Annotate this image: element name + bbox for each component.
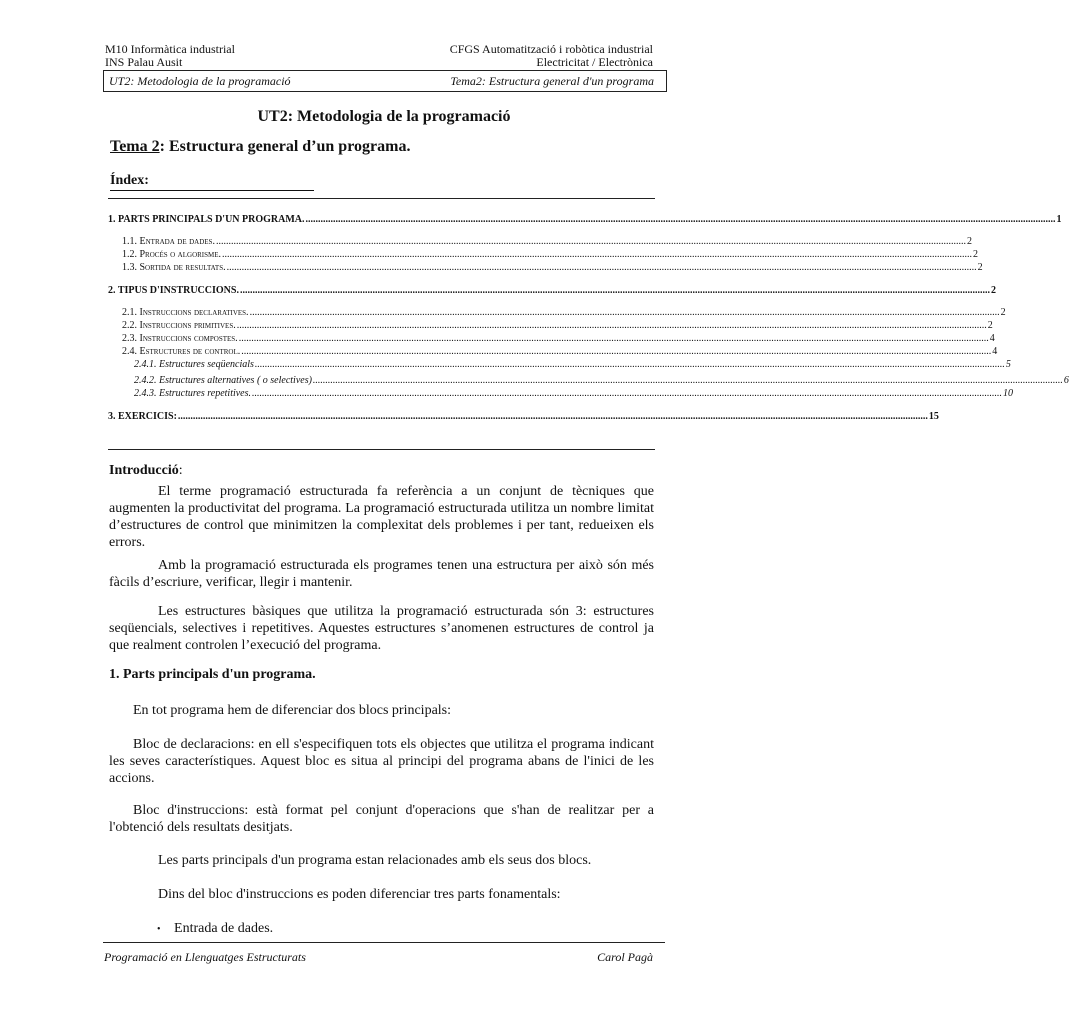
section-1-paragraph-1: En tot programa hem de diferenciar dos blocs principals: [133, 703, 452, 718]
toc-dot-leader: ............................................................................................................................................................................................................................................................................................................ [177, 411, 928, 422]
toc-entry-label: 1.3. Sortida de resultats. [122, 262, 226, 273]
topic-title [110, 138, 410, 156]
toc-entry[interactable] [122, 346, 998, 357]
header-specialty: Electricitat / Electrònica [536, 55, 653, 69]
list-item [157, 920, 273, 938]
toc-entry-page: 2 [966, 236, 972, 247]
toc-entry-label: 2.3. Instruccions compostes. [122, 333, 238, 344]
intro-paragraph-3: Les estructures bàsiques que utilitza la programació estructurada són 3: estructures seqüencials, selectives i repetitives. Aquestes estructures s’anomenen estructures de control ja que realment controlen l’execució del programa. [109, 604, 654, 653]
toc-entry-page: 5 [1005, 359, 1011, 370]
toc-entry-page: 2 [1000, 307, 1006, 318]
toc-entry[interactable] [122, 236, 972, 247]
index-label-text: Índex: [110, 173, 149, 188]
intro-heading [109, 463, 183, 479]
toc-entry-page: 4 [989, 333, 995, 344]
topic-rest: : Estructura general d’un programa. [159, 138, 411, 155]
toc-entry[interactable] [122, 307, 1006, 318]
intro-paragraph-1: El terme programació estructurada fa referència a un conjunt de tècniques que augmenten la productivitat del programa. La programació estructurada utilitza un nombre limitat d’estructures de control que minimitzen la complexitat dels problemes i per tant, redueixen els errors. [109, 484, 654, 550]
toc-entry-page: 6 [1063, 375, 1069, 386]
footer-author: Carol Pagà [597, 950, 653, 964]
toc-entry[interactable] [108, 214, 1062, 225]
toc-dot-leader: ............................................................................................................................................................................................................................................................................................................ [312, 375, 1063, 386]
toc-dot-leader: ............................................................................................................................................................................................................................................................................................................ [215, 236, 966, 247]
toc-entry-label: 2.4.3. Estructures repetitives. [134, 388, 252, 399]
section-1-paragraph-4: Les parts principals d'un programa estan relacionades amb els seus dos blocs. [158, 853, 592, 868]
header-program: CFGS Automatització i robòtica industrial [449, 42, 653, 56]
toc-dot-leader: ............................................................................................................................................................................................................................................................................................................ [241, 346, 992, 357]
toc-entry[interactable] [134, 375, 1069, 386]
bullet-icon: • [157, 924, 161, 935]
section-1-heading: 1. Parts principals d'un programa. [109, 667, 316, 682]
toc-dot-leader: ............................................................................................................................................................................................................................................................................................................ [252, 388, 1003, 399]
toc-entry-label: 2.2. Instruccions primitives. [122, 320, 236, 331]
intro-heading-colon: : [178, 463, 183, 478]
toc-entry[interactable] [122, 333, 995, 344]
toc-dot-leader: ............................................................................................................................................................................................................................................................................................................ [305, 214, 1056, 225]
toc-dot-leader: ............................................................................................................................................................................................................................................................................................................ [236, 320, 987, 331]
intro-heading-text: Introducció [109, 463, 179, 478]
toc-entry-label: 1.1. Entrada de dades. [122, 236, 215, 247]
header-school: INS Palau Ausit [105, 55, 183, 69]
toc-entry-label: 2.4. Estructures de control. [122, 346, 241, 357]
toc-entry-label: 2.4.1. Estructures seqüencials [134, 359, 254, 370]
toc-entry-page: 2 [973, 249, 979, 260]
footer-course: Programació en Llenguatges Estructurats [104, 950, 306, 964]
header-course: M10 Informàtica industrial [105, 42, 235, 56]
footer-rule [103, 942, 665, 943]
toc-entry[interactable] [134, 359, 1011, 370]
toc-entry[interactable] [108, 285, 996, 296]
header-unit: UT2: Metodologia de la programació [109, 74, 291, 88]
toc-entry-label: 3. EXERCICIS: [108, 411, 177, 422]
section-1-paragraph-5: Dins del bloc d'instruccions es poden diferenciar tres parts fonamentals: [158, 887, 561, 902]
section-1-paragraph-2: Bloc de declaracions: en ell s'especifiquen tots els objectes que utilitza el programa indicant les seves característiques. Aquest bloc es situa al principi del programa abans de l'inici de les accions. [109, 737, 654, 786]
toc-bottom-rule [108, 449, 655, 450]
toc-entry-label: 1.2. Procés o algorisme. [122, 249, 222, 260]
document-title: UT2: Metodologia de la programació [257, 108, 511, 125]
toc-dot-leader: ............................................................................................................................................................................................................................................................................................................ [254, 359, 1005, 370]
toc-entry-page: 10 [1003, 388, 1014, 399]
toc-entry[interactable] [134, 388, 1014, 399]
section-1-paragraph-3: Bloc d'instruccions: està format pel conjunt d'operacions que s'han de realitzar per a l'obtenció dels resultats desitjats. [109, 803, 654, 835]
toc-entry-label: 2.1. Instruccions declaratives. [122, 307, 249, 318]
toc-top-rule [108, 198, 655, 199]
toc-dot-leader: ............................................................................................................................................................................................................................................................................................................ [226, 262, 977, 273]
index-label [110, 173, 314, 191]
header-box [103, 70, 667, 92]
toc-dot-leader: ............................................................................................................................................................................................................................................................................................................ [239, 285, 990, 296]
toc-entry-label: 2.4.2. Estructures alternatives ( o selectives) [134, 375, 312, 386]
toc-entry-page: 4 [992, 346, 998, 357]
toc-dot-leader: ............................................................................................................................................................................................................................................................................................................ [238, 333, 989, 344]
toc-dot-leader: ............................................................................................................................................................................................................................................................................................................ [249, 307, 1000, 318]
toc-entry-page: 2 [977, 262, 983, 273]
toc-entry-page: 2 [987, 320, 993, 331]
intro-paragraph-2: Amb la programació estructurada els programes tenen una estructura per això són més fàcils d’escriure, verificar, llegir i mantenir. [109, 558, 654, 590]
toc-entry[interactable] [122, 262, 983, 273]
toc-entry-page: 1 [1056, 214, 1062, 225]
toc-entry-label: 2. TIPUS D'INSTRUCCIONS. [108, 285, 239, 296]
bullet-text: Entrada de dades. [174, 921, 274, 936]
topic-label: Tema 2 [110, 138, 160, 155]
toc-entry[interactable] [122, 320, 993, 331]
toc-entry-page: 15 [928, 411, 939, 422]
toc-entry[interactable] [108, 411, 939, 422]
toc-entry-page: 2 [990, 285, 996, 296]
toc-entry[interactable] [122, 249, 979, 260]
header-topic: Tema2: Estructura general d'un programa [450, 74, 654, 88]
toc-dot-leader: ............................................................................................................................................................................................................................................................................................................ [222, 249, 973, 260]
toc-entry-label: 1. PARTS PRINCIPALS D'UN PROGRAMA. [108, 214, 305, 225]
